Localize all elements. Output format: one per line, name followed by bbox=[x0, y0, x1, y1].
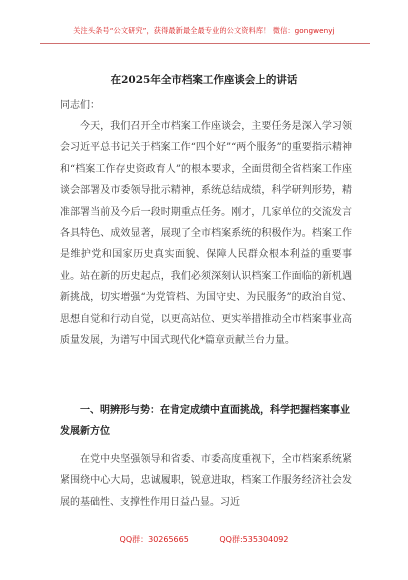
body-paragraph-2: 在党中央坚强领导和省委、市委高度重视下，全市档案系统紧紧围绕中心大局，忠诚履职，锐意进取，档案工作服务经济社会发展的基础性、支撑性作用日益凸显。习近 bbox=[60, 454, 352, 508]
footer-qq-group-2: QQ群:535304092 bbox=[219, 535, 289, 544]
header-banner: 关注头条号“公文研究”，获得最新最全最专业的公文资料库！ 微信：gongwenyj bbox=[73, 26, 335, 35]
header-divider bbox=[40, 43, 370, 44]
body-paragraph-1: 今天，我们召开全市档案工作座谈会，主要任务是深入学习领会习近平总书记关于档案工作“四个好”“两个服务”的重要指示精神和“档案工作存史资政育人”的根本要求，全面贯彻全省档案工作座谈会部署及市委领导批示精神，系统总结成绩，科学研判形势，精准部署当前及今后一段时期重点任务。刚才，几家单位的交流发言各具特色、成效显著，展现了全市档案系统的积极作为。档案工作是维护党和国家历史真实面貌、保障人民群众根本利益的重要事业。站在新的历史起点，我们必须深刻认识档案工作面临的新机遇新挑战，切实增强“为党管档、为国守史、为民服务”的政治自觉、思想自觉和行动自觉，以更高站位、更实举措推动全市档案事业高质量发展，为谱写中国式现代化*篇章贡献兰台力量。 bbox=[60, 121, 352, 347]
salutation: 同志们： bbox=[60, 100, 100, 111]
footer-contacts bbox=[0, 534, 408, 545]
document-title: 在2025年全市档案工作座谈会上的讲话 bbox=[110, 74, 298, 86]
footer-qq-group-1: QQ群：30265665 bbox=[119, 535, 189, 544]
section-heading-1: 一、明辨形与势：在肯定成绩中直面挑战，科学把握档案事业发展新方位 bbox=[60, 405, 350, 438]
